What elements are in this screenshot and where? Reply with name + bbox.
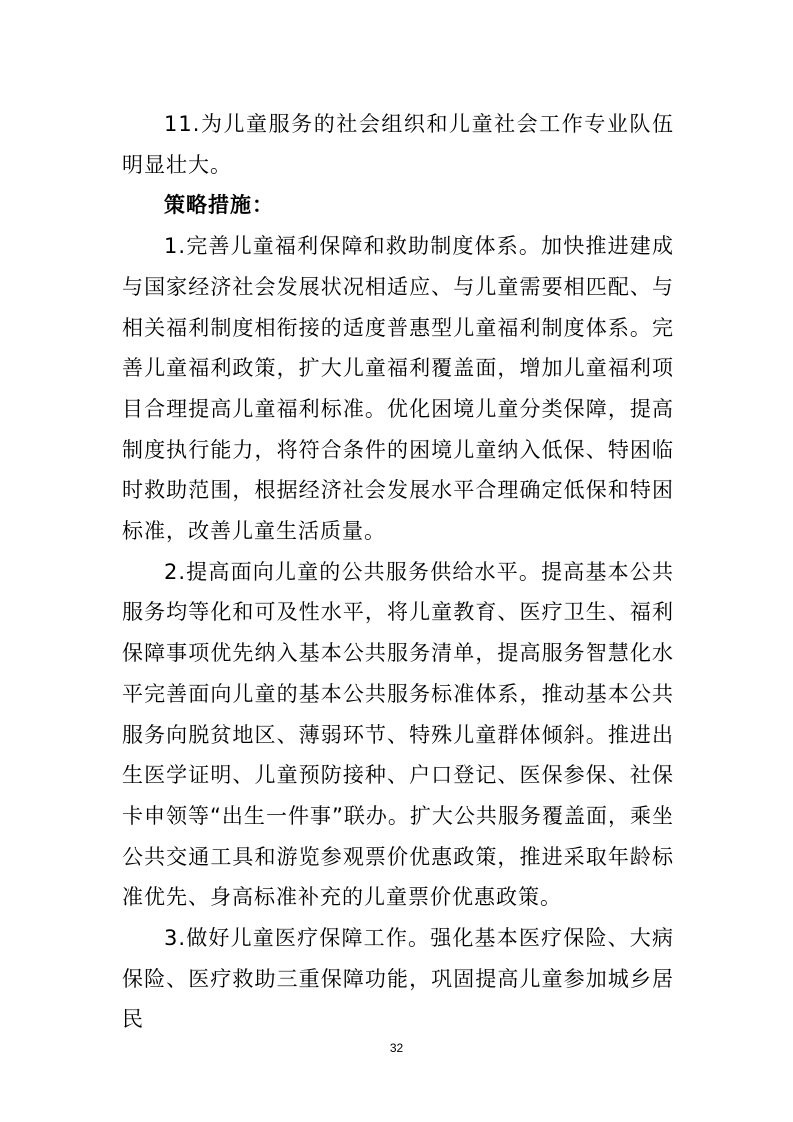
section-heading-strategies: 策略措施： — [164, 193, 274, 218]
document-body — [122, 104, 674, 1040]
goal-paragraph-11: 11.为儿童服务的社会组织和儿童社会工作专业队伍明显壮大。 — [122, 112, 674, 177]
measure-paragraph-2: 2.提高面向儿童的公共服务供给水平。提高基本公共服务均等化和可及性水平，将儿童教育、医疗卫生、福利保障事项优先纳入基本公共服务清单，提高服务智慧化水平完善面向儿童的基本公共服务标准体系，推动基本公共服务向脱贫地区、薄弱环节、特殊儿童群体倾斜。推进出生医学证明、儿童预防接种、户口登记、医保参保、社保卡申领等“出生一件事”联办。扩大公共服务覆盖面，乘坐公共交通工具和游览参观票价优惠政策，推进采取年龄标准优先、身高标准补充的儿童票价优惠政策。 — [122, 559, 674, 910]
measure-paragraph-1: 1.完善儿童福利保障和救助制度体系。加快推进建成与国家经济社会发展状况相适应、与儿童需要相匹配、与相关福利制度相衔接的适度普惠型儿童福利制度体系。完善儿童福利政策，扩大儿童福利覆盖面，增加儿童福利项目合理提高儿童福利标准。优化困境儿童分类保障，提高制度执行能力，将符合条件的困境儿童纳入低保、特困临时救助范围，根据经济社会发展水平合理确定低保和特困标准，改善儿童生活质量。 — [122, 234, 674, 544]
measure-paragraph-3: 3.做好儿童医疗保障工作。强化基本医疗保险、大病保险、医疗救助三重保障功能，巩固提高儿童参加城乡居民 — [122, 926, 674, 1032]
page-number: 32 — [389, 1041, 404, 1055]
